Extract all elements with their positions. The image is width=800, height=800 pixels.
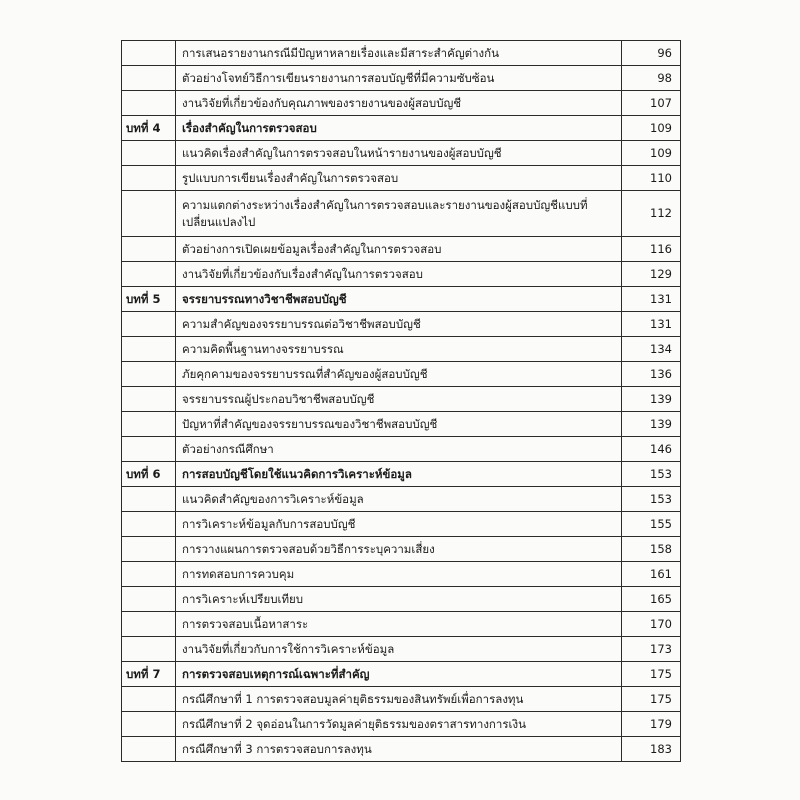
toc-row [122,587,681,612]
page-number: 131 [622,287,681,312]
section-title: การตรวจสอบเนื้อหาสาระ [176,612,622,637]
page-number: 134 [622,337,681,362]
toc-row [122,512,681,537]
chapter-row [122,116,681,141]
toc-row [122,41,681,66]
chapter-label [122,437,176,462]
page-number: 98 [622,66,681,91]
chapter-title: การตรวจสอบเหตุการณ์เฉพาะที่สำคัญ [176,662,622,687]
section-title: การวิเคราะห์เปรียบเทียบ [176,587,622,612]
toc-row [122,312,681,337]
chapter-label [122,191,176,237]
toc-row [122,66,681,91]
section-title: กรณีศึกษาที่ 1 การตรวจสอบมูลค่ายุติธรรมของสินทรัพย์เพื่อการลงทุน [176,687,622,712]
page-number: 179 [622,712,681,737]
chapter-row [122,662,681,687]
chapter-label [122,587,176,612]
page-number: 112 [622,191,681,237]
chapter-label: บทที่ 6 [122,462,176,487]
toc-row [122,687,681,712]
chapter-label [122,262,176,287]
section-title: การวิเคราะห์ข้อมูลกับการสอบบัญชี [176,512,622,537]
toc-row [122,141,681,166]
chapter-label [122,562,176,587]
section-title: การเสนอรายงานกรณีมีปัญหาหลายเรื่องและมีสาระสำคัญต่างกัน [176,41,622,66]
toc-row [122,262,681,287]
toc-row [122,637,681,662]
table-of-contents [121,40,681,762]
section-title: งานวิจัยที่เกี่ยวข้องกับคุณภาพของรายงานของผู้สอบบัญชี [176,91,622,116]
page-number: 139 [622,387,681,412]
page-number: 173 [622,637,681,662]
page-number: 110 [622,166,681,191]
section-title: รูปแบบการเขียนเรื่องสำคัญในการตรวจสอบ [176,166,622,191]
toc-row [122,191,681,237]
chapter-row [122,462,681,487]
chapter-label [122,337,176,362]
section-title: ตัวอย่างกรณีศึกษา [176,437,622,462]
page-number: 153 [622,462,681,487]
chapter-label [122,141,176,166]
page-number: 139 [622,412,681,437]
section-title: งานวิจัยที่เกี่ยวกับการใช้การวิเคราะห์ข้อมูล [176,637,622,662]
chapter-label [122,412,176,437]
page-number: 109 [622,116,681,141]
chapter-label [122,512,176,537]
page-number: 96 [622,41,681,66]
chapter-label: บทที่ 5 [122,287,176,312]
chapter-label [122,66,176,91]
chapter-label [122,537,176,562]
page-number: 146 [622,437,681,462]
chapter-label [122,91,176,116]
page-number: 131 [622,312,681,337]
chapter-label [122,362,176,387]
toc-row [122,237,681,262]
chapter-label [122,612,176,637]
chapter-label [122,166,176,191]
chapter-title: การสอบบัญชีโดยใช้แนวคิดการวิเคราะห์ข้อมูล [176,462,622,487]
toc-row [122,387,681,412]
chapter-row [122,287,681,312]
chapter-label [122,312,176,337]
toc-row [122,362,681,387]
section-title: ความคิดพื้นฐานทางจรรยาบรรณ [176,337,622,362]
section-title: ภัยคุกคามของจรรยาบรรณที่สำคัญของผู้สอบบัญชี [176,362,622,387]
section-title: กรณีศึกษาที่ 2 จุดอ่อนในการวัดมูลค่ายุติธรรมของตราสารทางการเงิน [176,712,622,737]
chapter-label [122,687,176,712]
chapter-label: บทที่ 7 [122,662,176,687]
page-number: 170 [622,612,681,637]
section-title: การวางแผนการตรวจสอบด้วยวิธีการระบุความเสี่ยง [176,537,622,562]
chapter-title: เรื่องสำคัญในการตรวจสอบ [176,116,622,141]
section-title: ความแตกต่างระหว่างเรื่องสำคัญในการตรวจสอบและรายงานของผู้สอบบัญชีแบบที่เปลี่ยนแปลงไป [176,191,622,237]
chapter-label [122,487,176,512]
chapter-label [122,41,176,66]
page-number: 158 [622,537,681,562]
chapter-label: บทที่ 4 [122,116,176,141]
page-number: 175 [622,662,681,687]
section-title: ความสำคัญของจรรยาบรรณต่อวิชาชีพสอบบัญชี [176,312,622,337]
section-title: ตัวอย่างการเปิดเผยข้อมูลเรื่องสำคัญในการตรวจสอบ [176,237,622,262]
section-title: แนวคิดสำคัญของการวิเคราะห์ข้อมูล [176,487,622,512]
section-title: แนวคิดเรื่องสำคัญในการตรวจสอบในหน้ารายงานของผู้สอบบัญชี [176,141,622,166]
page-number: 109 [622,141,681,166]
section-title: การทดสอบการควบคุม [176,562,622,587]
page-number: 116 [622,237,681,262]
page-number: 136 [622,362,681,387]
toc-row [122,562,681,587]
chapter-label [122,737,176,762]
toc-row [122,437,681,462]
toc-row [122,712,681,737]
toc-row [122,337,681,362]
section-title: งานวิจัยที่เกี่ยวข้องกับเรื่องสำคัญในการตรวจสอบ [176,262,622,287]
chapter-label [122,237,176,262]
page-number: 129 [622,262,681,287]
chapter-label [122,637,176,662]
toc-row [122,412,681,437]
toc-row [122,612,681,637]
toc-row [122,487,681,512]
page-number: 153 [622,487,681,512]
toc-row [122,737,681,762]
section-title: กรณีศึกษาที่ 3 การตรวจสอบการลงทุน [176,737,622,762]
section-title: ตัวอย่างโจทย์วิธีการเขียนรายงานการสอบบัญชีที่มีความซับซ้อน [176,66,622,91]
page-number: 107 [622,91,681,116]
toc-row [122,166,681,191]
page-number: 165 [622,587,681,612]
chapter-label [122,712,176,737]
toc-body [122,41,681,762]
toc-row [122,91,681,116]
page-number: 183 [622,737,681,762]
section-title: จรรยาบรรณผู้ประกอบวิชาชีพสอบบัญชี [176,387,622,412]
page-number: 155 [622,512,681,537]
section-title: ปัญหาที่สำคัญของจรรยาบรรณของวิชาชีพสอบบัญชี [176,412,622,437]
page-number: 175 [622,687,681,712]
page-number: 161 [622,562,681,587]
chapter-label [122,387,176,412]
chapter-title: จรรยาบรรณทางวิชาชีพสอบบัญชี [176,287,622,312]
toc-row [122,537,681,562]
